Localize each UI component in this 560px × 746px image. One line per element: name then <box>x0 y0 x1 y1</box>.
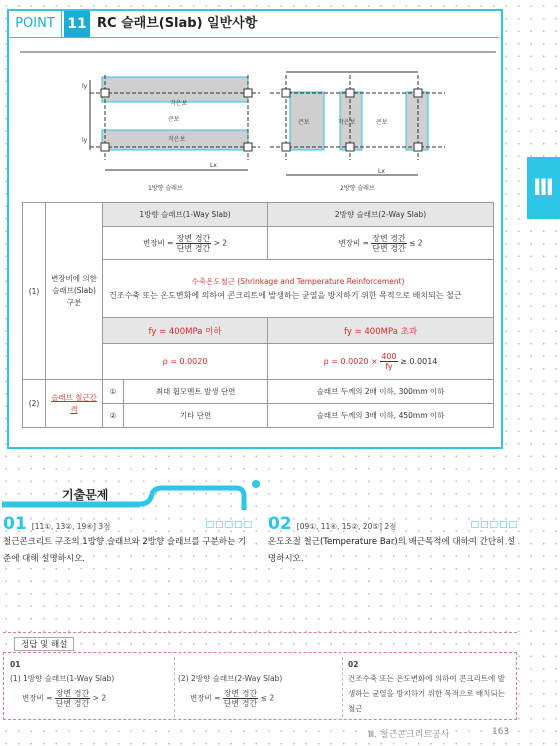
row1-label: 변장비에 의한 슬래브(Slab) 구분 <box>46 203 103 380</box>
ratio-1: 변장비 = $\frac{\text{장변 경간}}{\text{단변 경간}}$ > 2 <box>103 227 268 260</box>
svg-text:1방향 슬래브: 1방향 슬래브 <box>148 185 183 192</box>
beam-label: 큰보 <box>168 116 180 123</box>
svg-text:Lx: Lx <box>378 168 385 175</box>
two-way-slab-figure <box>270 72 445 192</box>
answer-title: 정답 및 해설 <box>14 637 74 651</box>
concept-header <box>9 11 499 38</box>
rho-low: ρ = 0.0020 <box>103 344 268 380</box>
ratio-2: 변장비 = $\frac{\text{장변 경간}}{\text{단변 경간}}$ ≤ 2 <box>268 227 494 260</box>
question-2: 02 [09①, 11④, 15②, 20⑤] 2점 □□□□□ 온도조절 철근(Temperature Bar)의 배근목적에 대하여 간단히 설명하시오. <box>268 514 518 564</box>
beam-label: 작은보 <box>168 136 186 143</box>
exam-tag: 기출문제 <box>62 488 109 502</box>
col1-header: 1방향 슬래브(1-Way Slab) <box>103 203 268 227</box>
col2-header: 2방향 슬래브(2-Way Slab) <box>268 203 494 227</box>
beam-label: 작은보 <box>170 100 188 107</box>
sub1-label: 최대 휨모멘트 발생 단면 <box>124 380 268 404</box>
question-1: 01 [11①, 13②, 19④] 3점 □□□□□ 철근콘크리트 구조의 1방향 슬래브와 2방향 슬래브를 구분하는 기준에 대해 설명하시오. <box>3 514 253 564</box>
svg-text:Lx: Lx <box>210 162 217 169</box>
page-title: RC 슬래브(Slab) 일반사항 <box>97 16 258 31</box>
chapter-side-tab: Ⅲ <box>527 157 560 219</box>
svg-text:2방향 슬래브: 2방향 슬래브 <box>340 185 375 192</box>
point-label: POINT <box>9 11 62 37</box>
svg-text:큰보: 큰보 <box>298 119 310 126</box>
row1-no: (1) <box>23 203 46 380</box>
page-number: 163 <box>492 727 510 737</box>
sub1-value: 슬래브 두께의 2배 이하, 300mm 이하 <box>268 380 494 404</box>
svg-text:ly: ly <box>82 137 88 144</box>
sub2-label: 기타 단면 <box>124 404 268 428</box>
svg-text:작은보: 작은보 <box>338 119 356 126</box>
svg-text:큰보: 큰보 <box>376 119 388 126</box>
row2-label: 슬래브 철근간격 <box>46 380 103 428</box>
one-way-slab-figure <box>82 75 260 192</box>
fy-low: fy = 400MPa 이하 <box>103 318 268 344</box>
svg-text:ly: ly <box>82 83 88 90</box>
footer-chapter: Ⅲ. 철근콘크리트공사 <box>368 730 450 740</box>
fy-high: fy = 400MPa 초과 <box>268 318 494 344</box>
slab-diagram <box>20 50 496 198</box>
row2-no: (2) <box>23 380 46 428</box>
point-number: 11 <box>64 11 90 37</box>
answer-box: 01 (1) 1방향 슬래브(1-Way Slab) 변장비 = $\frac{\text{장변 경간}}{\text{단변 경간}}$ > 2 (2) 2방향 슬래브(2-Way Slab) 변장비 = $\frac{\text{장변 경간}}{\text{단변 경간}}$ ≤ 2 02 건조수축 또는 온도변화에 의하여 콘크리트에 발생하는 균열을 방지하기 위한 목적으로 배치되는 철근 <box>3 652 517 720</box>
shrinkage-cell: 수축온도철근 (Shrinkage and Temperature Reinforcement) 건조수축 또는 온도변화에 의하여 콘크리트에 발생하는 균열을 방지하기 위한 목적으로 배치되는 철근 <box>103 260 494 318</box>
sub2-value: 슬래브 두께의 3배 이하, 450mm 이하 <box>268 404 494 428</box>
slab-table: (1) 변장비에 의한 슬래브(Slab) 구분 1방향 슬래브(1-Way Slab) 2방향 슬래브(2-Way Slab) 변장비 = $\frac{\text{장변 경간}}{\text{단변 경간}}$ > 2 변장비 = $\frac{\text{장변 경간}}{\text{단변 경간}}$ ≤ 2 수축온도철근 (Shrinkage and Temperature Reinforcement) 건조수축 또는 온도변화에 의하여 콘크리트에 발생하는 균열을 방지하기 위한 목적으로 배치되는 철근 fy = 400MPa 이하 fy = 400MPa 초과 ρ = 0.0020 ρ = 0.0020 × $\frac{400}{fy}$ ≥ 0.0014 (2) 슬래브 철근간격 ① 최대 휨모멘트 발생 단면 슬래브 두께의 2배 이하, 300mm 이하 ② 기타 단면 슬래브 두께의 3배 이하, 450mm 이하 <box>22 202 494 428</box>
rho-high: ρ = 0.0020 × $\frac{400}{fy}$ ≥ 0.0014 <box>268 344 494 380</box>
answer-divider <box>3 632 517 633</box>
